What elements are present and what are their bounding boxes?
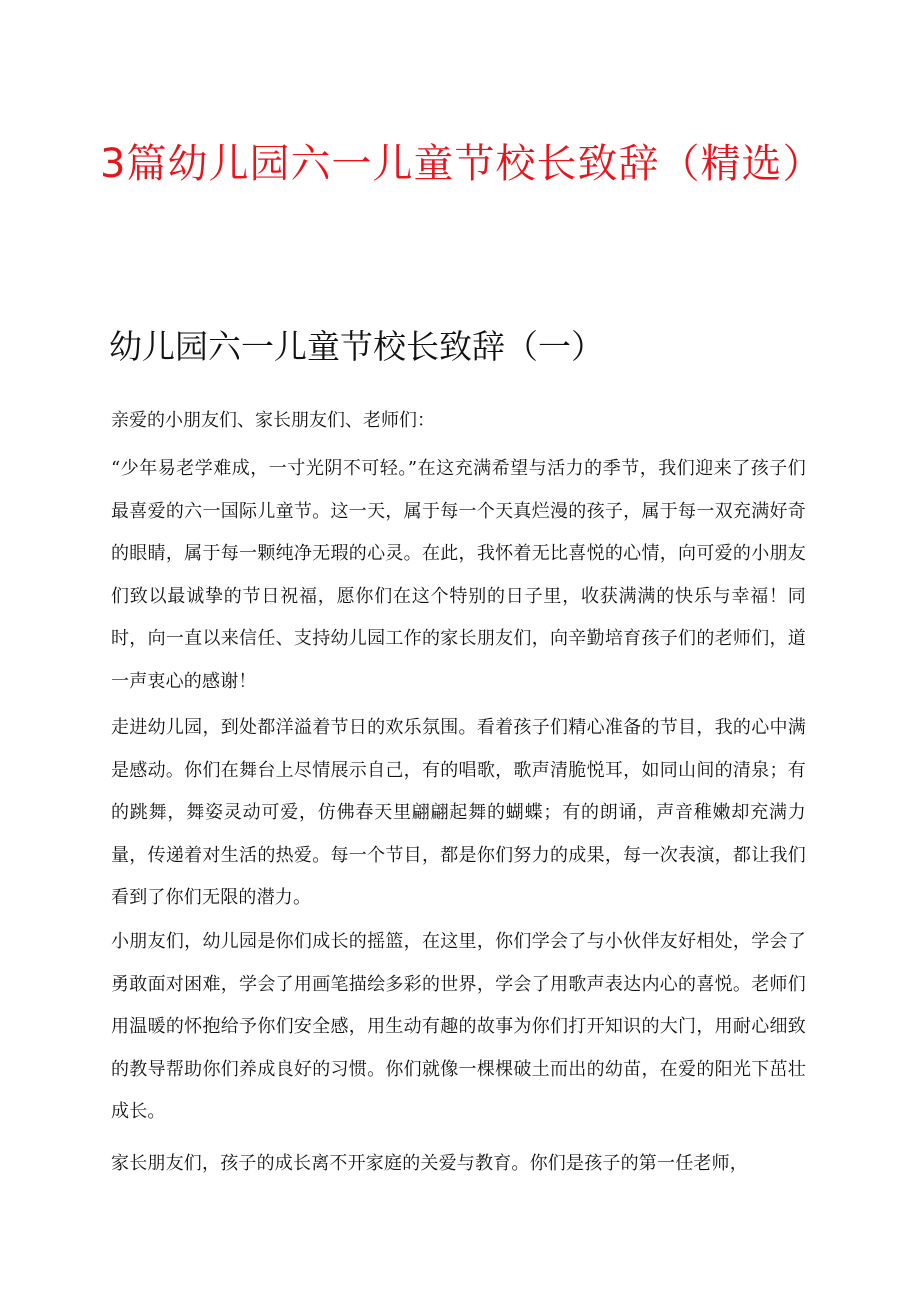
body-paragraph: 小朋友们，幼儿园是你们成长的摇篮，在这里，你们学会了与小伙伴友好相处，学会了勇敢面对困难，学会了用画笔描绘多彩的世界，学会了用歌声表达内心的喜悦。老师们用温暖的怀抱给予你们安全感，用生动有趣的故事为你们打开知识的大门，用耐心细致的教导帮助你们养成良好的习惯。你们就像一棵棵破土而出的幼苗，在爱的阳光下茁壮成长。 [111, 931, 806, 1122]
body-paragraph: 家长朋友们，孩子的成长离不开家庭的关爱与教育。你们是孩子的第一任老师， [111, 1153, 748, 1174]
section-heading: 幼儿园六一儿童节校长致辞（一） [109, 327, 604, 366]
body-paragraph: 走进幼儿园，到处都洋溢着节日的欢乐氛围。看着孩子们精心准备的节目，我的心中满是感动。你们在舞台上尽情展示自己，有的唱歌，歌声清脆悦耳，如同山间的清泉；有的跳舞，舞姿灵动可爱，仿佛春天里翩翩起舞的蝴蝶；有的朗诵，声音稚嫩却充满力量，传递着对生活的热爱。每一个节目，都是你们努力的成果，每一次表演，都让我们看到了你们无限的潜力。 [111, 717, 806, 908]
document-title: 3篇幼儿园六一儿童节校长致辞（精选） [100, 141, 824, 187]
body-paragraph: “少年易老学难成，一寸光阴不可轻。”在这充满希望与活力的季节，我们迎来了孩子们最喜爱的六一国际儿童节。这一天，属于每一个天真烂漫的孩子，属于每一双充满好奇的眼睛，属于每一颗纯净无瑕的心灵。在此，我怀着无比喜悦的心情，向可爱的小朋友们致以最诚挚的节日祝福，愿你们在这个特别的日子里，收获满满的快乐与幸福！同时，向一直以来信任、支持幼儿园工作的家长朋友们，向辛勤培育孩子们的老师们，道一声衷心的感谢！ [111, 458, 806, 692]
greeting-line: 亲爱的小朋友们、家长朋友们、老师们： [111, 410, 435, 431]
